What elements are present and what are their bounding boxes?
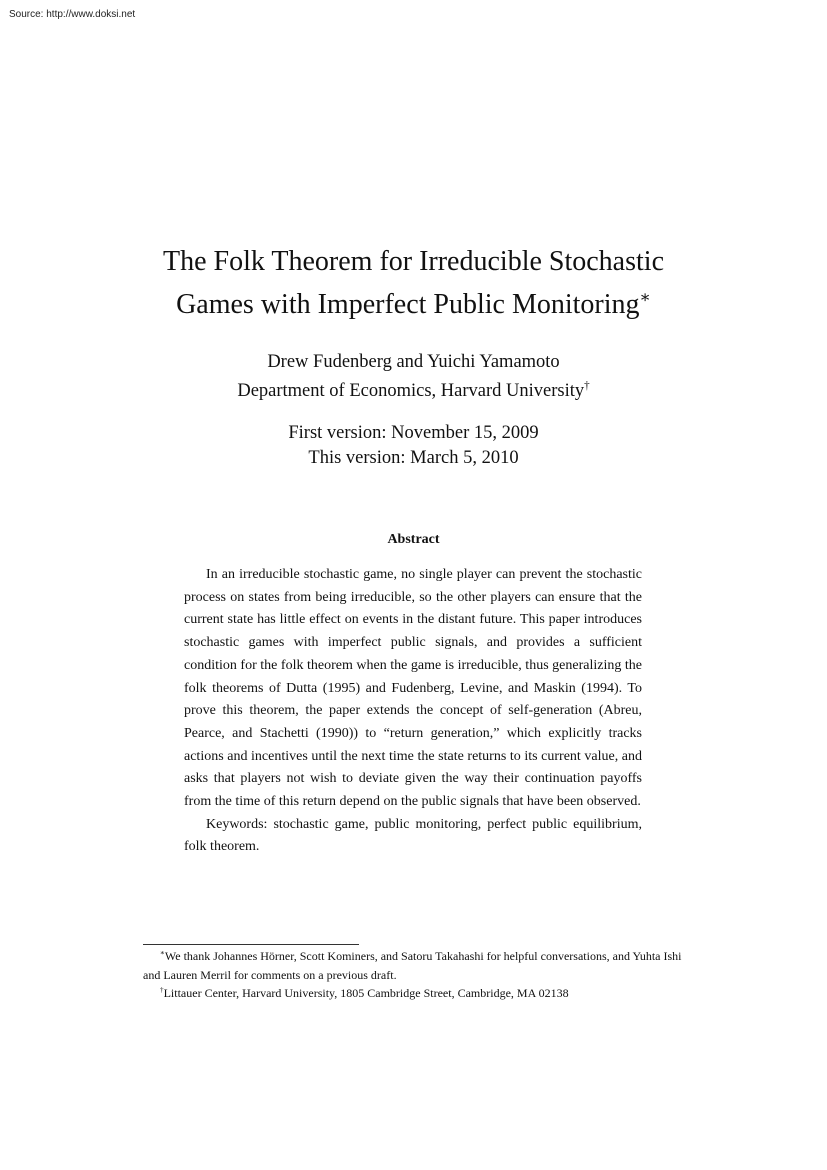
footnote-2 <box>143 984 688 1003</box>
abstract-body <box>184 564 642 859</box>
first-version-date: First version: November 15, 2009 <box>288 423 539 443</box>
footnote-2-text: Littauer Center, Harvard University, 1805 Cambridge Street, Cambridge, MA 02138 <box>163 986 569 1000</box>
version-dates <box>100 421 727 471</box>
abstract-heading: Abstract <box>387 532 440 547</box>
title-line-2: Games with Imperfect Public Monitoring <box>176 289 640 320</box>
keywords: Keywords: stochastic game, public monitoring, perfect public equilibrium, folk theorem. <box>184 816 642 855</box>
abstract-paragraph: In an irreducible stochastic game, no single player can prevent the stochastic process on states from being irreducible, so the other players can ensure that the current state has little effect on events in the distant future. This paper introduces stochastic games with imperfect public signals, and provides a sufficient condition for the folk theorem when the game is irreducible, thus generalizing the folk theorems of Dutta (1995) and Fudenberg, Levine, and Maskin (1994). To prove this theorem, the paper extends the concept of self-generation (Abreu, Pearce, and Stachetti (1990)) to “return generation,” which explicitly tracks actions and incentives until the next time the state returns to its current value, and asks that players not wish to deviate given the way their continuation payoffs from the time of this return depend on the public signals that have been observed. <box>184 567 642 810</box>
affiliation-text: Department of Economics, Harvard University <box>237 381 585 401</box>
author-names: Drew Fudenberg and Yuichi Yamamoto <box>267 352 560 372</box>
affiliation-footnote-mark: † <box>584 379 590 392</box>
author-block <box>100 348 727 406</box>
title-line-1: The Folk Theorem for Irreducible Stochastic <box>163 246 664 277</box>
title-footnote-mark: ∗ <box>639 287 651 307</box>
current-version-date: This version: March 5, 2010 <box>308 448 519 468</box>
footnote-1-text: We thank Johannes Hörner, Scott Kominers, and Satoru Takahashi for helpful conversations, and Yuhta Ishi and Lauren Merril for comments on a previous draft. <box>143 949 682 982</box>
footnotes <box>143 947 688 1003</box>
source-watermark: Source: http://www.doksi.net <box>9 9 136 20</box>
paper-title <box>100 240 727 326</box>
footnote-1-mark: ∗ <box>160 949 165 957</box>
footnote-2-mark: † <box>160 986 164 994</box>
footnote-divider <box>143 944 359 945</box>
footnote-1 <box>143 947 688 984</box>
affiliation <box>100 377 727 406</box>
